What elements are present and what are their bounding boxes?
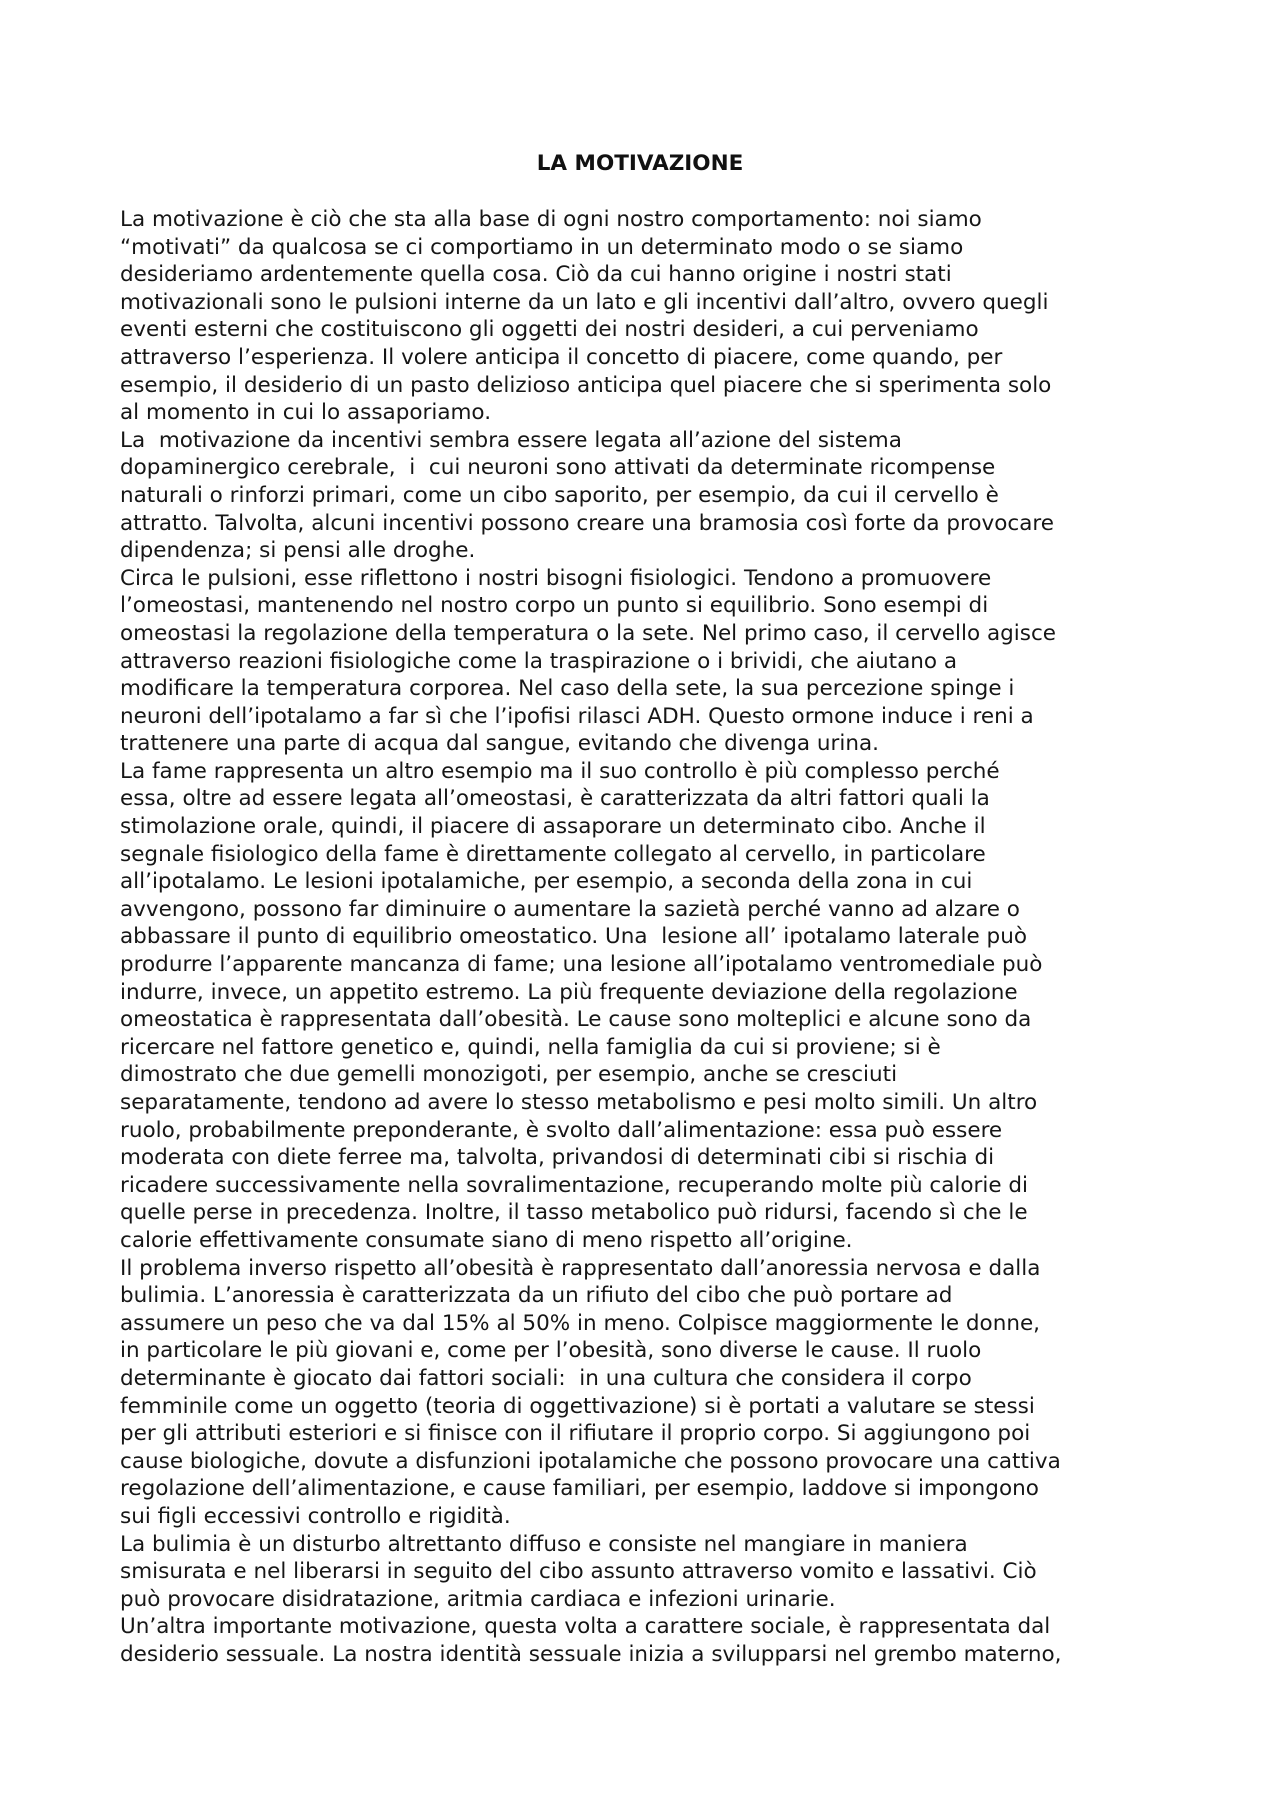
text-line: desideriamo ardentemente quella cosa. Ciò da cui hanno origine i nostri stati xyxy=(120,262,952,288)
text-line: modificare la temperatura corporea. Nel caso della sete, la sua percezione spinge i xyxy=(120,676,1015,702)
text-line: produrre l’apparente mancanza di fame; una lesione all’ipotalamo ventromediale può xyxy=(120,952,1043,978)
text-line: femminile come un oggetto (teoria di oggettivazione) si è portati a valutare se stessi xyxy=(120,1393,1035,1419)
text-line: bulimia. L’anoressia è caratterizzata da un rifiuto del cibo che può portare ad xyxy=(120,1283,953,1309)
text-line: attraverso reazioni fisiologiche come la traspirazione o i brividi, che aiutano a xyxy=(120,648,958,674)
text-line: omeostatica è rappresentata dall’obesità. Le cause sono molteplici e alcune sono da xyxy=(120,1007,1032,1033)
text-line: esempio, il desiderio di un pasto delizioso anticipa quel piacere che si sperimenta solo xyxy=(120,372,1052,398)
text-line: La motivazione da incentivi sembra essere legata all’azione del sistema xyxy=(120,427,902,453)
text-line: Circa le pulsioni, esse riflettono i nostri bisogni fisiologici. Tendono a promuovere xyxy=(120,565,992,591)
text-line: trattenere una parte di acqua dal sangue, evitando che divenga urina. xyxy=(120,731,879,757)
text-line: sui figli eccessivi controllo e rigidità. xyxy=(120,1503,511,1529)
text-line: essa, oltre ad essere legata all’omeostasi, è caratterizzata da altri fattori quali la xyxy=(120,786,990,812)
text-line: avvengono, possono far diminuire o aumentare la sazietà perché vanno ad alzare o xyxy=(120,896,1020,922)
text-line: La bulimia è un disturbo altrettanto diffuso e consiste nel mangiare in maniera xyxy=(120,1531,968,1557)
text-line: al momento in cui lo assaporiamo. xyxy=(120,400,492,426)
text-line: ricercare nel fattore genetico e, quindi, nella famiglia da cui si proviene; si è xyxy=(120,1034,941,1060)
text-line: assumere un peso che va dal 15% al 50% in meno. Colpisce maggiormente le donne, xyxy=(120,1310,1041,1336)
text-line: moderata con diete ferree ma, talvolta, privandosi di determinati cibi si rischia di xyxy=(120,1145,995,1171)
text-line: dopaminergico cerebrale, i cui neuroni sono attivati da determinate ricompense xyxy=(120,455,996,481)
text-line: dimostrato che due gemelli monozigoti, per esempio, anche se cresciuti xyxy=(120,1062,898,1088)
text-line: separatamente, tendono ad avere lo stesso metabolismo e pesi molto simili. Un altro xyxy=(120,1090,1038,1115)
text-line: smisurata e nel liberarsi in seguito del cibo assunto attraverso vomito e lassativi. Ciò xyxy=(120,1559,1037,1585)
text-line: stimolazione orale, quindi, il piacere di assaporare un determinato cibo. Anche il xyxy=(120,814,986,840)
text-line: segnale fisiologico della fame è direttamente collegato al cervello, in particolare xyxy=(120,841,986,867)
text-line: Un’altra importante motivazione, questa volta a carattere sociale, è rappresentata dal xyxy=(120,1614,1051,1640)
text-line: La motivazione è ciò che sta alla base di ogni nostro comportamento: noi siamo xyxy=(120,207,982,232)
text-line: calorie effettivamente consumate siano di meno rispetto all’origine. xyxy=(120,1227,853,1253)
text-line: abbassare il punto di equilibrio omeostatico. Una lesione all’ ipotalamo laterale può xyxy=(120,924,1027,950)
text-line: attratto. Talvolta, alcuni incentivi possono creare una bramosia così forte da provocare xyxy=(120,510,1054,536)
text-line: cause biologiche, dovute a disfunzioni ipotalamiche che possono provocare una cattiva xyxy=(120,1448,1061,1474)
body-text xyxy=(120,206,1180,1668)
text-line: regolazione dell’alimentazione, e cause familiari, per esempio, laddove si impongono xyxy=(120,1476,1039,1502)
text-line: “motivati” da qualcosa se ci comportiamo in un determinato modo o se siamo xyxy=(120,234,964,260)
text-line: eventi esterni che costituiscono gli oggetti dei nostri desideri, a cui perveniamo xyxy=(120,317,979,343)
text-line: Il problema inverso rispetto all’obesità è rappresentato dall’anoressia nervosa e dalla xyxy=(120,1255,1041,1281)
text-line: dipendenza; si pensi alle droghe. xyxy=(120,538,476,564)
text-line: per gli attributi esteriori e si finisce con il rifiutare il proprio corpo. Si aggiungono poi xyxy=(120,1421,1031,1447)
text-line: desiderio sessuale. La nostra identità sessuale inizia a svilupparsi nel grembo materno, xyxy=(120,1641,1062,1667)
page-title: LA MOTIVAZIONE xyxy=(536,151,744,176)
text-line: l’omeostasi, mantenendo nel nostro corpo un punto si equilibrio. Sono esempi di xyxy=(120,593,989,619)
text-line: in particolare le più giovani e, come per l’obesità, sono diverse le cause. Il ruolo xyxy=(120,1338,982,1364)
text-line: motivazionali sono le pulsioni interne da un lato e gli incentivi dall’altro, ovvero quegli xyxy=(120,289,1049,315)
text-line: naturali o rinforzi primari, come un cibo saporito, per esempio, da cui il cervello è xyxy=(120,482,999,508)
text-line: indurre, invece, un appetito estremo. La più frequente deviazione della regolazione xyxy=(120,979,1018,1005)
text-line: omeostasi la regolazione della temperatura o la sete. Nel primo caso, il cervello agisce xyxy=(120,620,1057,646)
text-line: attraverso l’esperienza. Il volere anticipa il concetto di piacere, come quando, per xyxy=(120,344,1003,370)
text-line: determinante è giocato dai fattori sociali: in una cultura che considera il corpo xyxy=(120,1365,972,1391)
text-line: all’ipotalamo. Le lesioni ipotalamiche, per esempio, a seconda della zona in cui xyxy=(120,869,973,895)
text-line: La fame rappresenta un altro esempio ma il suo controllo è più complesso perché xyxy=(120,758,1000,784)
text-line: ricadere successivamente nella sovralimentazione, recuperando molte più calorie di xyxy=(120,1172,1029,1198)
text-line: neuroni dell’ipotalamo a far sì che l’ipofisi rilasci ADH. Questo ormone induce i reni a xyxy=(120,703,1034,729)
text-line: ruolo, probabilmente preponderante, è svolto dall’alimentazione: essa può essere xyxy=(120,1117,1003,1143)
text-line: può provocare disidratazione, aritmia cardiaca e infezioni urinarie. xyxy=(120,1586,836,1612)
text-line: quelle perse in precedenza. Inoltre, il tasso metabolico può ridursi, facendo sì che le xyxy=(120,1200,1028,1226)
